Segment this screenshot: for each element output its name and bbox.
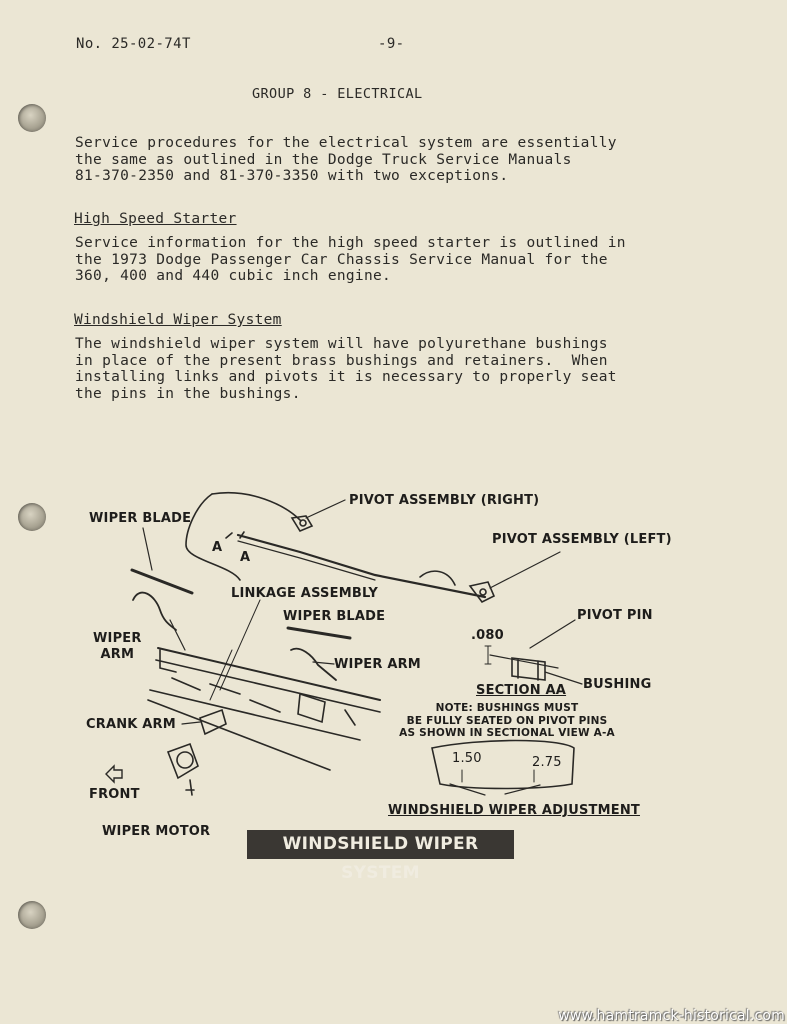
label-dim-150: 1.50 xyxy=(452,751,482,766)
label-linkage-assembly: LINKAGE ASSEMBLY xyxy=(231,586,379,601)
page-number: -9- xyxy=(378,36,405,52)
section-heading-starter: High Speed Starter xyxy=(74,211,237,227)
binder-hole xyxy=(18,901,46,929)
binder-hole xyxy=(18,104,46,132)
label-pivot-left: PIVOT ASSEMBLY (LEFT) xyxy=(492,532,672,547)
label-pivot-right: PIVOT ASSEMBLY (RIGHT) xyxy=(349,493,540,508)
wiper-arm-left-shape xyxy=(133,593,176,630)
label-dimension-080: .080 xyxy=(471,628,504,643)
wiper-arm-center-shape xyxy=(291,649,336,680)
intro-paragraph: Service procedures for the electrical system are essentially the same as outlined in the Dodge Truck Service Manuals 81-370-2350 and 81-370-3350 with two exceptions. xyxy=(75,135,617,184)
label-wiper-blade-center: WIPER BLADE xyxy=(283,609,386,624)
source-watermark: www.hamtramck-historical.com xyxy=(558,1008,785,1024)
label-section-aa: SECTION AA xyxy=(476,683,567,698)
wiper-blade-left-shape xyxy=(132,570,192,593)
cowl-outline xyxy=(212,493,300,520)
pivot-left-shape xyxy=(470,582,494,602)
label-bushing: BUSHING xyxy=(583,677,652,692)
group-title: GROUP 8 - ELECTRICAL xyxy=(252,86,423,102)
section-body-wiper: The windshield wiper system will have polyurethane bushings in place of the present brass bushings and retainers. When installing links and pivots it is necessary to properly seat the pins in the bushings. xyxy=(75,336,617,402)
label-wiper-blade-left: WIPER BLADE xyxy=(89,511,192,526)
label-pivot-pin: PIVOT PIN xyxy=(577,608,653,623)
document-number: No. 25-02-74T xyxy=(76,36,191,52)
label-crank-arm: CRANK ARM xyxy=(86,717,176,732)
pivot-pin-detail xyxy=(512,658,545,680)
label-wiper-arm-left: WIPER ARM xyxy=(93,631,142,662)
label-note: NOTE: BUSHINGS MUST BE FULLY SEATED ON PIVOT PINS AS SHOWN IN SECTIONAL VIEW A-A xyxy=(399,702,615,739)
wiper-blade-center-shape xyxy=(288,628,350,638)
label-wiper-motor: WIPER MOTOR xyxy=(102,824,211,839)
label-adjustment: WINDSHIELD WIPER ADJUSTMENT xyxy=(388,803,640,818)
section-heading-wiper: Windshield Wiper System xyxy=(74,312,282,328)
figure-title-banner: WINDSHIELD WIPER SYSTEM xyxy=(247,830,514,859)
label-section-a: A xyxy=(240,550,251,565)
label-section-a: A xyxy=(212,540,223,555)
pivot-right-shape xyxy=(292,516,312,531)
label-wiper-arm-center: WIPER ARM xyxy=(334,657,421,672)
section-body-starter: Service information for the high speed starter is outlined in the 1973 Dodge Passenger Car Chassis Service Manual for the 360, 400 and 440 cubic inch engine. xyxy=(75,235,626,284)
front-arrow xyxy=(106,766,122,782)
label-front: FRONT xyxy=(89,787,140,802)
label-dim-275: 2.75 xyxy=(532,755,562,770)
